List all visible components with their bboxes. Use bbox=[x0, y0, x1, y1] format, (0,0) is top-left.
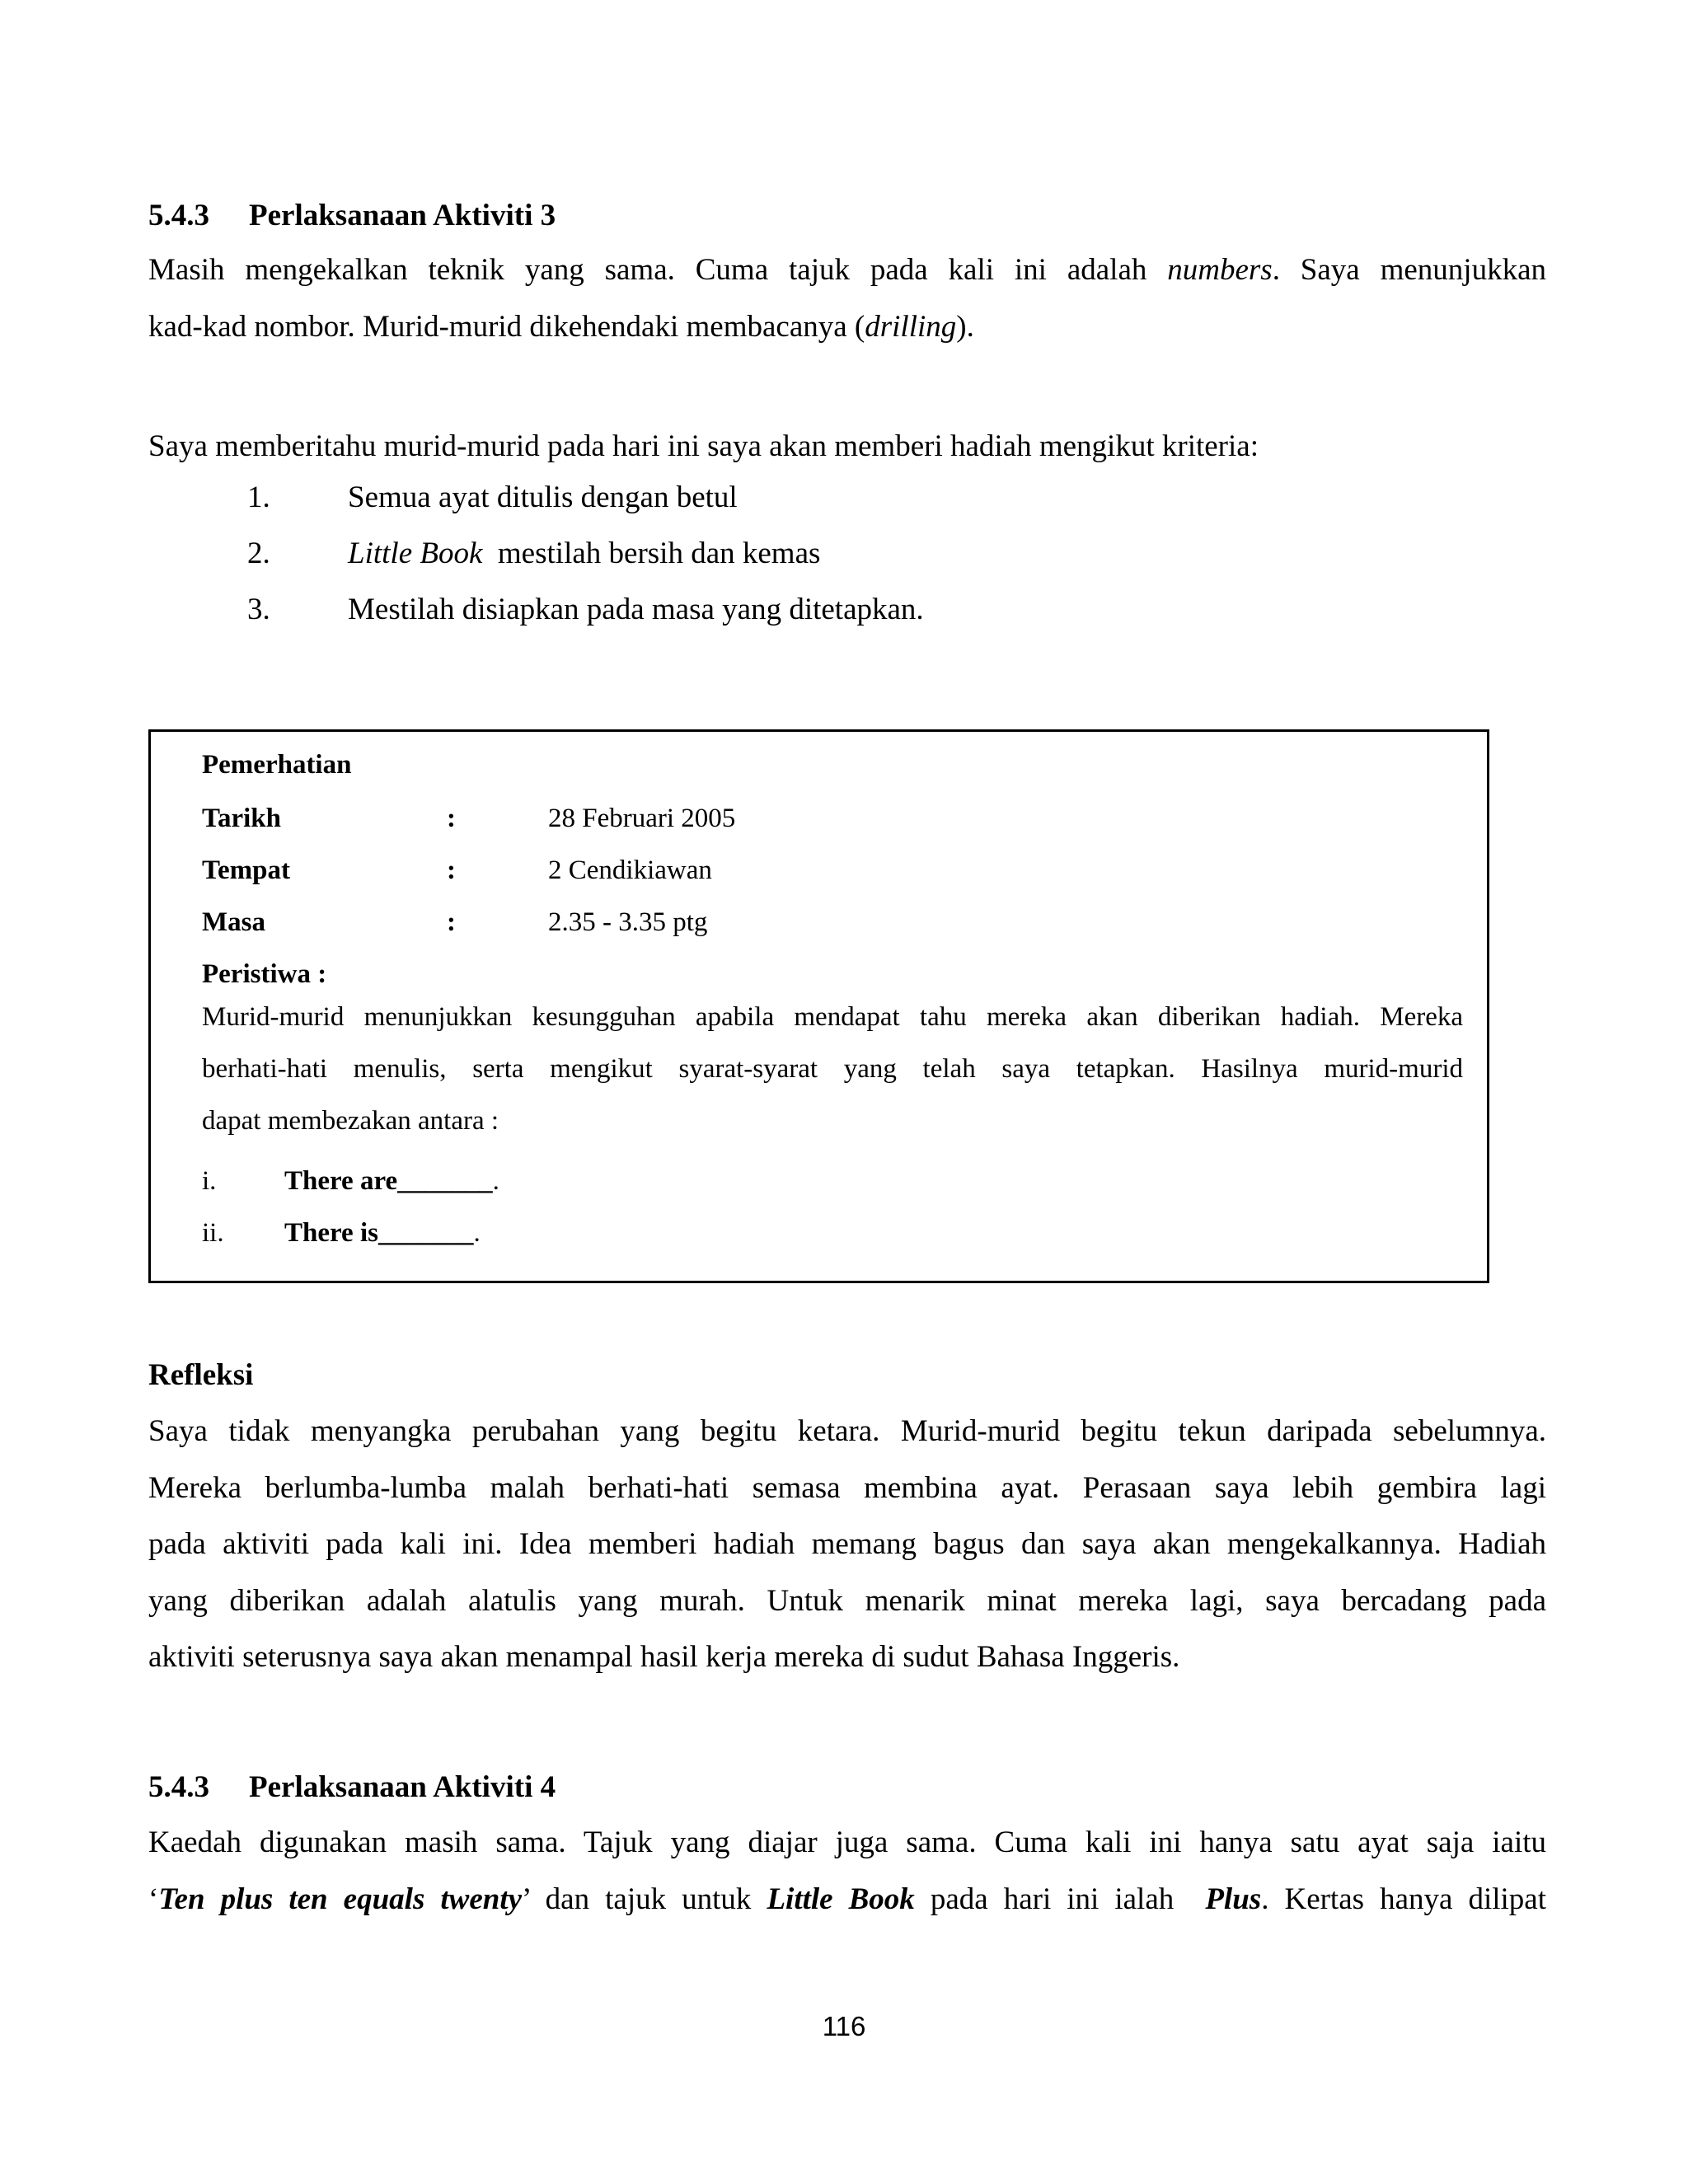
observation-event-text bbox=[202, 991, 1463, 1147]
paragraph-line: ‘Ten plus ten equals twenty’ dan tajuk untuk Little Book pada hari ini ialah Plus. Kertas hanya dilipat bbox=[148, 1882, 1546, 1916]
section-number: 5.4.3 bbox=[148, 199, 209, 232]
section-heading-activity-3 bbox=[148, 198, 556, 233]
paragraph-line: dapat membezakan antara : bbox=[202, 1106, 499, 1136]
list-item: 2. Little Book mestilah bersih dan kemas bbox=[247, 537, 821, 570]
section-title: Perlaksanaan Aktiviti 4 bbox=[249, 1770, 556, 1804]
section-title: Perlaksanaan Aktiviti 3 bbox=[249, 199, 556, 232]
list-item: 3. Mestilah disiapkan pada masa yang ditetapkan. bbox=[247, 593, 924, 626]
paragraph-line: berhati-hati menulis, serta mengikut syarat-syarat yang telah saya tetapkan. Hasilnya murid-murid bbox=[202, 1054, 1463, 1084]
list-item: i. There are_______. bbox=[202, 1166, 499, 1196]
paragraph-line: Masih mengekalkan teknik yang sama. Cuma tajuk pada kali ini adalah numbers. Saya menunjukkan bbox=[148, 253, 1546, 287]
emphasis-drilling: drilling bbox=[865, 309, 957, 344]
reflection-heading: Refleksi bbox=[148, 1358, 254, 1392]
criteria-list bbox=[247, 470, 924, 638]
paragraph-line: kad-kad nombor. Murid-murid dikehendaki membacanya (drilling). bbox=[148, 309, 974, 344]
emphasis-plus: Plus bbox=[1205, 1882, 1262, 1916]
reward-criteria-intro: Saya memberitahu murid-murid pada hari ini saya akan memberi hadiah mengikut kriteria: bbox=[148, 429, 1259, 463]
paragraph-line: yang diberikan adalah alatulis yang murah. Untuk menarik minat mereka lagi, saya bercadang pada bbox=[148, 1583, 1546, 1618]
section-heading-activity-4 bbox=[148, 1769, 556, 1805]
activity-4-paragraph bbox=[148, 1815, 1546, 1928]
paragraph-line: pada aktiviti pada kali ini. Idea memberi hadiah memang bagus dan saya akan mengekalkannya. Hadiah bbox=[148, 1527, 1546, 1561]
paragraph-line: aktiviti seterusnya saya akan menampal hasil kerja mereka di sudut Bahasa Inggeris. bbox=[148, 1640, 1180, 1674]
observation-title: Pemerhatian bbox=[202, 750, 352, 780]
paragraph-line: Kaedah digunakan masih sama. Tajuk yang diajar juga sama. Cuma kali ini hanya satu ayat saja iaitu bbox=[148, 1825, 1546, 1859]
list-item: 1. Semua ayat ditulis dengan betul bbox=[247, 480, 738, 514]
list-item: ii. There is_______. bbox=[202, 1218, 481, 1248]
emphasis-numbers: numbers bbox=[1167, 253, 1273, 287]
paragraph-line: Mereka berlumba-lumba malah berhati-hati semasa membina ayat. Perasaan saya lebih gembira lagi bbox=[148, 1470, 1546, 1505]
paragraph-line: Murid-murid menunjukkan kesungguhan apabila mendapat tahu mereka akan diberikan hadiah. Mereka bbox=[202, 1002, 1463, 1032]
page-number: 116 bbox=[822, 2011, 866, 2041]
paragraph-line: Saya tidak menyangka perubahan yang begitu ketara. Murid-murid begitu tekun daripada sebelumnya. bbox=[148, 1414, 1546, 1448]
observation-box: Pemerhatian Tarikh : 28 Februari 2005 Tempat : 2 Cendikiawan Masa : 2.35 - 3.35 ptg Peristiwa : Murid-murid menunjukkan kesungguhan apabila mendapat tahu mereka akan diberikan hadiah. Mereka berhati-hati menulis, serta mengikut syarat-syarat yang telah saya tetapkan. Hasilnya murid-murid dapat membezakan antara : i. There are_______. ii. There is_______. bbox=[148, 729, 1489, 1283]
example-sentence: Ten plus ten equals twenty bbox=[158, 1882, 523, 1916]
emphasis-little-book: Little Book bbox=[767, 1882, 915, 1916]
emphasis-little-book: Little Book bbox=[348, 537, 483, 570]
activity-3-intro-paragraph bbox=[148, 242, 1546, 355]
reflection-paragraph bbox=[148, 1404, 1546, 1686]
section-number: 5.4.3 bbox=[148, 1770, 209, 1804]
